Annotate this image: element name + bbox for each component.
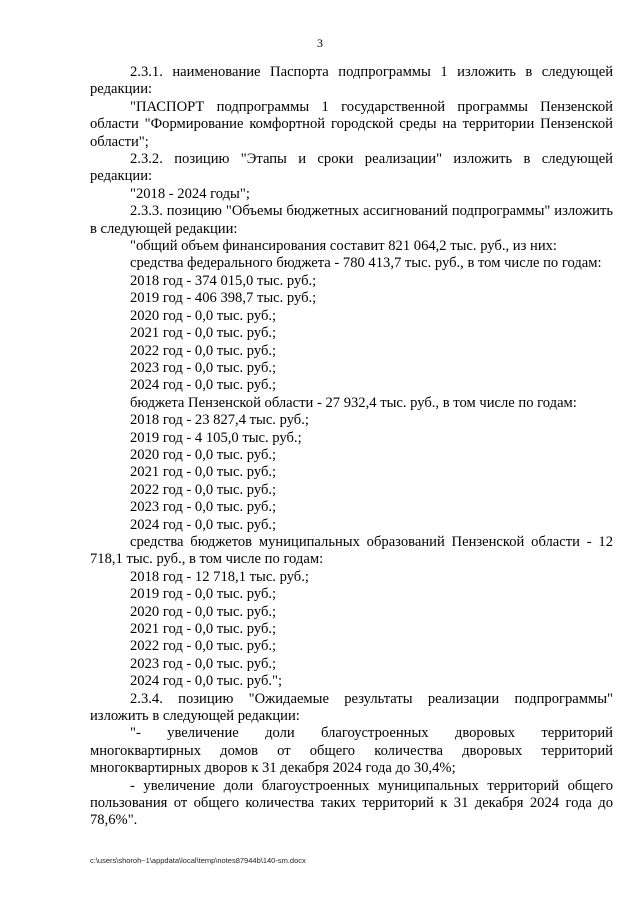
paragraph-federal-budget: средства федерального бюджета - 780 413,7 тыс. руб., в том числе по годам: — [130, 255, 602, 272]
municipal-year-line: 2022 год - 0,0 тыс. руб.; — [130, 638, 277, 655]
municipal-year-line: 2021 год - 0,0 тыс. руб.; — [130, 621, 277, 637]
regional-year-line: 2024 год - 0,0 тыс. руб.; — [130, 516, 277, 533]
regional-year-line: 2020 год - 0,0 тыс. руб.; — [130, 446, 277, 463]
municipal-year-line: 2024 год - 0,0 тыс. руб."; — [130, 673, 283, 690]
regional-year-line: 2021 год - 0,0 тыс. руб.; — [130, 464, 277, 481]
federal-year-line: 2021 год - 0,0 тыс. руб.; — [130, 325, 277, 342]
municipal-years-list — [90, 569, 613, 691]
paragraph-2-3-2: 2.3.2. позицию "Этапы и сроки реализации" изложить в следующей редакции: — [90, 151, 613, 185]
regional-year-line: 2019 год - 4 105,0 тыс. руб.; — [130, 429, 302, 446]
paragraph-regional-budget: бюджета Пензенской области - 27 932,4 тыс. руб., в том числе по годам: — [130, 394, 577, 411]
federal-year-line: 2020 год - 0,0 тыс. руб.; — [130, 307, 277, 324]
paragraph-result-public-areas: - увеличение доли благоустроенных муниципальных территорий общего пользования от общего количества таких территорий к 31 декабря 2024 года до 78,6%". — [90, 777, 613, 829]
paragraph-2-3-1: 2.3.1. наименование Паспорта подпрограммы 1 изложить в следующей редакции: — [90, 64, 613, 98]
federal-years-list — [90, 273, 613, 395]
document-body — [90, 64, 613, 830]
federal-year-line: 2024 год - 0,0 тыс. руб.; — [130, 377, 277, 394]
municipal-year-line: 2018 год - 12 718,1 тыс. руб.; — [130, 568, 309, 585]
municipal-year-line: 2020 год - 0,0 тыс. руб.; — [130, 603, 277, 620]
paragraph-municipal-budget: средства бюджетов муниципальных образований Пензенской области - 12 718,1 тыс. руб., в том числе по годам: — [90, 533, 613, 568]
regional-years-list — [90, 412, 613, 534]
municipal-year-line: 2019 год - 0,0 тыс. руб.; — [130, 586, 277, 603]
federal-year-line: 2019 год - 406 398,7 тыс. руб.; — [130, 290, 317, 307]
page-number: 3 — [317, 36, 323, 50]
regional-year-line: 2023 год - 0,0 тыс. руб.; — [130, 499, 277, 516]
paragraph-2-3-3: 2.3.3. позицию "Объемы бюджетных ассигнований подпрограммы" изложить в следующей редакции: — [90, 203, 613, 237]
paragraph-total-financing: "общий объем финансирования составит 821 064,2 тыс. руб., из них: — [130, 238, 557, 255]
regional-year-line: 2018 год - 23 827,4 тыс. руб.; — [130, 412, 309, 429]
federal-year-line: 2023 год - 0,0 тыс. руб.; — [130, 359, 277, 376]
paragraph-passport-title: "ПАСПОРТ подпрограммы 1 государственной программы Пензенской области "Формирование комфортной городской среды на территории Пензенской области"; — [90, 98, 613, 150]
file-path-footer: c:\users\shoroh~1\appdata\local\temp\notes87944b\140-sm.docx — [90, 856, 306, 865]
paragraph-years-range: "2018 - 2024 годы"; — [130, 185, 250, 202]
federal-year-line: 2018 год - 374 015,0 тыс. руб.; — [130, 272, 317, 289]
paragraph-result-courtyards: "- увеличение доли благоустроенных дворовых территорий многоквартирных домов от общего количества дворовых территорий многоквартирных дворов к 31 декабря 2024 года до 30,4%; — [90, 725, 613, 777]
paragraph-2-3-4: 2.3.4. позицию "Ожидаемые результаты реализации подпрограммы" изложить в следующей редакции: — [90, 690, 613, 725]
regional-year-line: 2022 год - 0,0 тыс. руб.; — [130, 481, 277, 498]
federal-year-line: 2022 год - 0,0 тыс. руб.; — [130, 342, 277, 359]
municipal-year-line: 2023 год - 0,0 тыс. руб.; — [130, 655, 277, 672]
